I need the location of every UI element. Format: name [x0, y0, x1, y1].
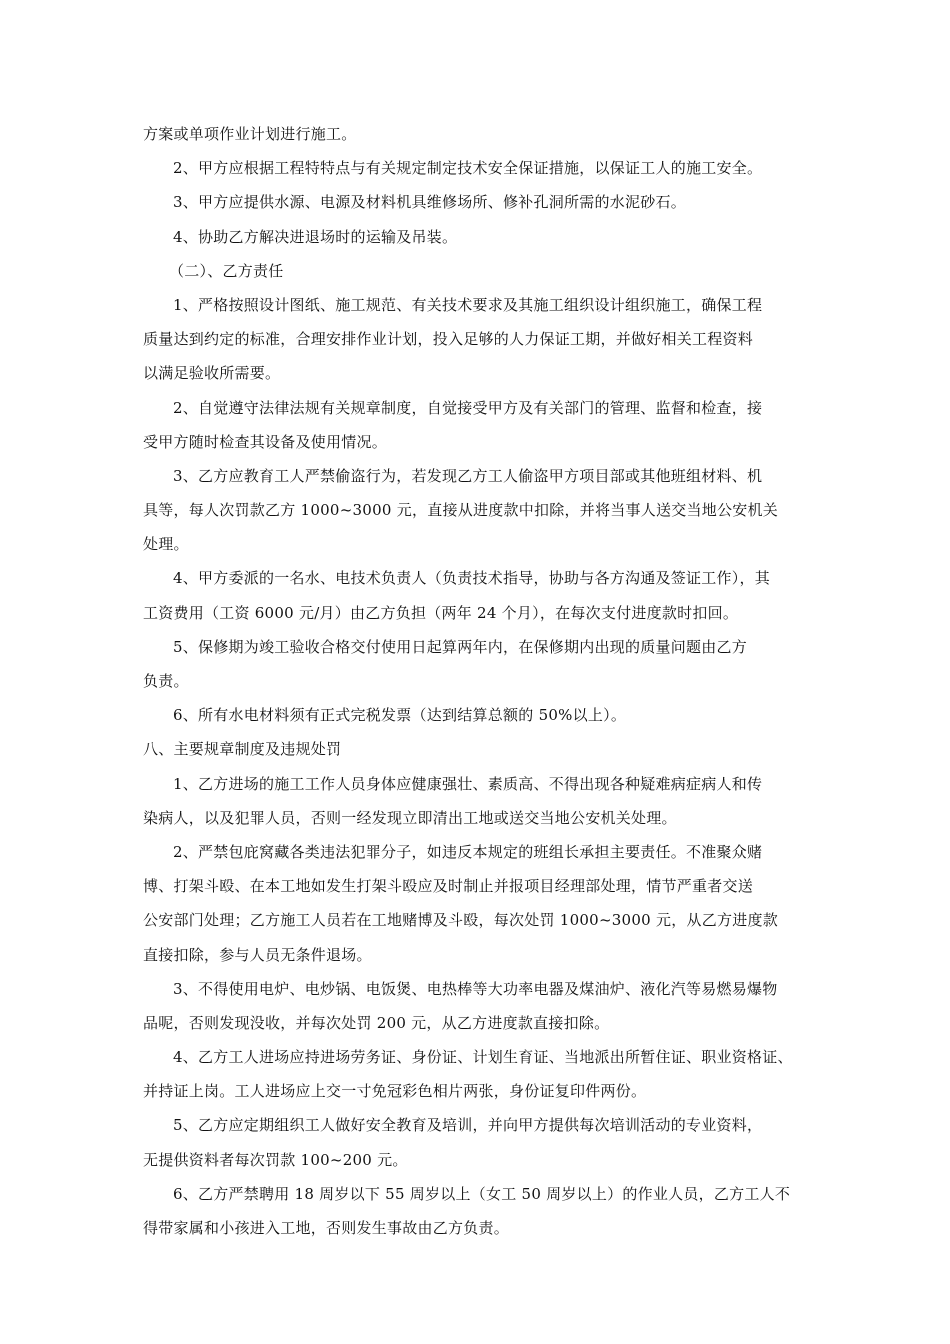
document-body [143, 117, 813, 1245]
paragraph-line: 染病人，以及犯罪人员，否则一经发现立即清出工地或送交当地公安机关处理。 [143, 808, 677, 827]
paragraph-line: 并持证上岗。工人进场应上交一寸免冠彩色相片两张，身份证复印件两份。 [143, 1082, 647, 1101]
paragraph-line: 1、严格按照设计图纸、施工规范、有关技术要求及其施工组织设计组织施工，确保工程 [173, 295, 763, 314]
paragraph-line: 4、乙方工人进场应持进场劳务证、身份证、计划生育证、当地派出所暂住证、职业资格证、 [173, 1048, 793, 1067]
paragraph-line: 质量达到约定的标准，合理安排作业计划，投入足够的人力保证工期，并做好相关工程资料 [143, 330, 754, 349]
section-heading: 八、主要规章制度及违规处罚 [143, 740, 342, 759]
paragraph-line: 2、严禁包庇窝藏各类违法犯罪分子，如违反本规定的班组长承担主要责任。不准聚众赌 [173, 842, 763, 861]
paragraph-line: 6、乙方严禁聘用 18 周岁以下 55 周岁以上（女工 50 周岁以上）的作业人员，乙方工人不 [173, 1184, 791, 1203]
paragraph-line: 得带家属和小孩进入工地，否则发生事故由乙方负责。 [143, 1219, 510, 1237]
paragraph-line: 处理。 [143, 535, 189, 554]
paragraph-line: 3、乙方应教育工人严禁偷盗行为，若发现乙方工人偷盗甲方项目部或其他班组材料、机 [173, 466, 763, 485]
paragraph-line: 博、打架斗殴、在本工地如发生打架斗殴应及时制止并报项目经理部处理，情节严重者交送 [143, 877, 754, 896]
paragraph-line: 3、不得使用电炉、电炒锅、电饭煲、电热棒等大功率电器及煤油炉、液化汽等易燃易爆物 [173, 979, 778, 998]
paragraph-line: 负责。 [143, 672, 189, 690]
paragraph-line: 4、甲方委派的一名水、电技术负责人（负责技术指导，协助与各方沟通及签证工作），其 [173, 569, 771, 588]
paragraph-line: 工资费用（工资 6000 元/月）由乙方负担（两年 24 个月），在每次支付进度款时扣回。 [143, 603, 739, 622]
paragraph-line: 直接扣除，参与人员无条件退场。 [143, 945, 372, 964]
section-heading: （二）、乙方责任 [169, 261, 284, 280]
paragraph-line: 具等，每人次罚款乙方 1000~3000 元，直接从进度款中扣除，并将当事人送交当地公安机关 [143, 501, 778, 520]
paragraph-line: 5、乙方应定期组织工人做好安全教育及培训，并向甲方提供每次培训活动的专业资料， [173, 1116, 763, 1135]
paragraph-line: 方案或单项作业计划进行施工。 [143, 125, 357, 143]
paragraph-line: 6、所有水电材料须有正式完税发票（达到结算总额的 50%以上）。 [173, 706, 627, 725]
paragraph-line: 受甲方随时检查其设备及使用情况。 [143, 432, 388, 451]
paragraph-line: 2、自觉遵守法律法规有关规章制度，自觉接受甲方及有关部门的管理、监督和检查，接 [173, 398, 763, 417]
paragraph-line: 1、乙方进场的施工工作人员身体应健康强壮、素质高、不得出现各种疑难病症病人和传 [173, 774, 763, 793]
paragraph-line: 5、保修期为竣工验收合格交付使用日起算两年内，在保修期内出现的质量问题由乙方 [173, 637, 748, 656]
paragraph-line: 3、甲方应提供水源、电源及材料机具维修场所、修补孔洞所需的水泥砂石。 [173, 193, 687, 212]
paragraph-line: 无提供资料者每次罚款 100~200 元。 [143, 1150, 408, 1169]
paragraph-line: 品呢，否则发现没收，并每次处罚 200 元，从乙方进度款直接扣除。 [143, 1013, 610, 1032]
paragraph-line: 公安部门处理；乙方施工人员若在工地赌博及斗殴，每次处罚 1000~3000 元，从乙方进度款 [143, 911, 778, 930]
paragraph-line: 2、甲方应根据工程特特点与有关规定制定技术安全保证措施，以保证工人的施工安全。 [173, 159, 763, 178]
paragraph-line: 4、协助乙方解决进退场时的运输及吊装。 [173, 227, 458, 246]
paragraph-line: 以满足验收所需要。 [143, 364, 281, 383]
